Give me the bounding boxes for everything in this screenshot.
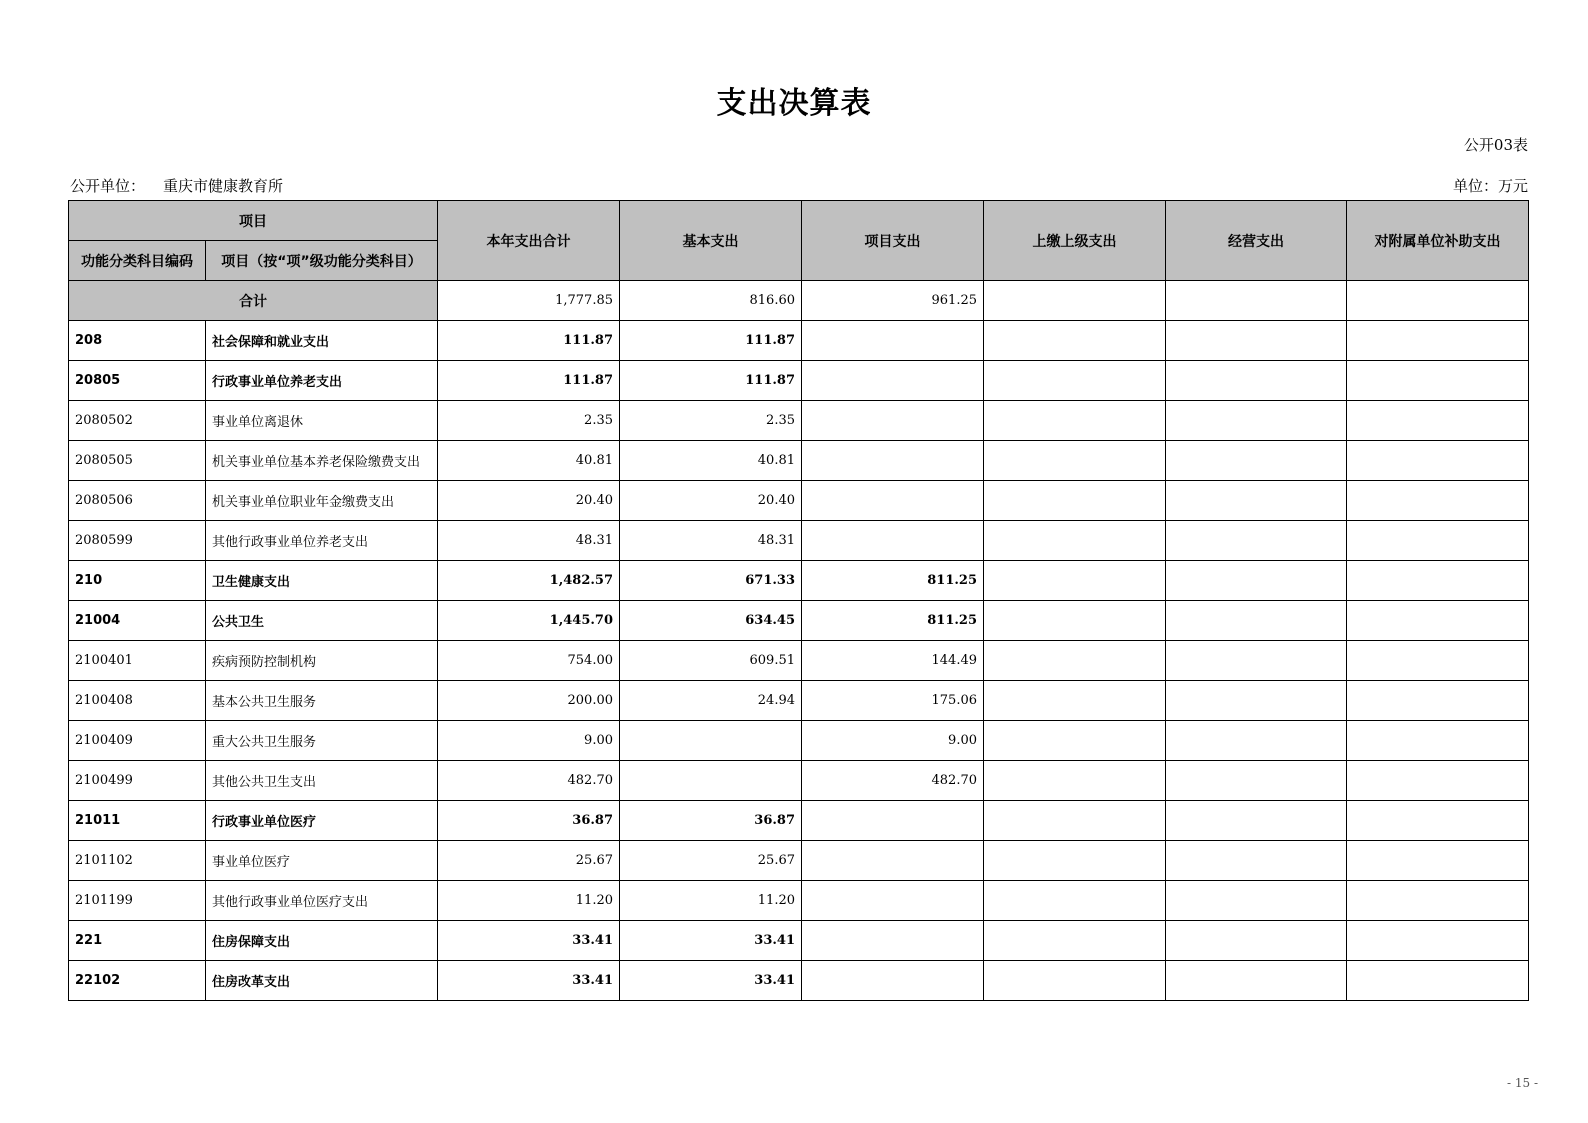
- row-upper: [984, 401, 1166, 441]
- row-code: 2100499: [69, 761, 206, 801]
- row-project: 482.70: [802, 761, 984, 801]
- row-project: 144.49: [802, 641, 984, 681]
- row-business: [1166, 361, 1347, 401]
- row-basic: [620, 721, 802, 761]
- row-total: 11.20: [438, 881, 620, 921]
- row-upper: [984, 561, 1166, 601]
- row-upper: [984, 761, 1166, 801]
- row-subsidiary: [1347, 361, 1529, 401]
- row-business: [1166, 521, 1347, 561]
- row-name: 机关事业单位基本养老保险缴费支出: [206, 441, 438, 481]
- reporting-unit-name: 重庆市健康教育所: [163, 177, 284, 195]
- row-total: 40.81: [438, 441, 620, 481]
- row-upper: [984, 921, 1166, 961]
- row-name: 其他行政事业单位养老支出: [206, 521, 438, 561]
- row-total: 111.87: [438, 321, 620, 361]
- row-project: [802, 321, 984, 361]
- row-project: [802, 401, 984, 441]
- row-subsidiary: [1347, 321, 1529, 361]
- row-upper: [984, 841, 1166, 881]
- row-upper: [984, 721, 1166, 761]
- total-cell-business: [1166, 281, 1347, 321]
- row-code: 20805: [69, 361, 206, 401]
- table-row: [69, 921, 1529, 961]
- row-business: [1166, 441, 1347, 481]
- row-total: 33.41: [438, 961, 620, 1001]
- row-business: [1166, 801, 1347, 841]
- row-name: 行政事业单位医疗: [206, 801, 438, 841]
- reporting-unit-label: 公开单位：: [70, 177, 146, 195]
- row-total: 1,482.57: [438, 561, 620, 601]
- row-upper: [984, 641, 1166, 681]
- row-code: 21011: [69, 801, 206, 841]
- row-code: 2100409: [69, 721, 206, 761]
- row-project: [802, 521, 984, 561]
- total-cell-upper: [984, 281, 1166, 321]
- header-project-expenditure: 项目支出: [802, 201, 984, 281]
- row-business: [1166, 921, 1347, 961]
- row-total: 9.00: [438, 721, 620, 761]
- row-code: 210: [69, 561, 206, 601]
- total-cell-subsidiary: [1347, 281, 1529, 321]
- row-business: [1166, 321, 1347, 361]
- page-number: - 15 -: [1506, 1076, 1538, 1090]
- row-subsidiary: [1347, 961, 1529, 1001]
- row-name: 其他行政事业单位医疗支出: [206, 881, 438, 921]
- row-name: 机关事业单位职业年金缴费支出: [206, 481, 438, 521]
- table-row: [69, 721, 1529, 761]
- page-title: 支出决算表: [716, 86, 872, 121]
- row-project: 175.06: [802, 681, 984, 721]
- row-name: 重大公共卫生服务: [206, 721, 438, 761]
- row-basic: 20.40: [620, 481, 802, 521]
- row-name: 住房保障支出: [206, 921, 438, 961]
- table-row: [69, 521, 1529, 561]
- row-upper: [984, 521, 1166, 561]
- form-number: 公开03表: [1463, 136, 1528, 154]
- total-cell-basic: 816.60: [620, 281, 802, 321]
- row-basic: 25.67: [620, 841, 802, 881]
- row-code: 221: [69, 921, 206, 961]
- row-business: [1166, 961, 1347, 1001]
- row-basic: 40.81: [620, 441, 802, 481]
- table-row: [69, 401, 1529, 441]
- row-project: 811.25: [802, 561, 984, 601]
- row-code: 2100401: [69, 641, 206, 681]
- row-business: [1166, 561, 1347, 601]
- row-subsidiary: [1347, 441, 1529, 481]
- row-basic: 24.94: [620, 681, 802, 721]
- row-basic: 634.45: [620, 601, 802, 641]
- table-row: [69, 761, 1529, 801]
- table-row: [69, 361, 1529, 401]
- row-name: 疾病预防控制机构: [206, 641, 438, 681]
- row-upper: [984, 961, 1166, 1001]
- row-project: [802, 881, 984, 921]
- table-row: [69, 961, 1529, 1001]
- row-subsidiary: [1347, 521, 1529, 561]
- row-basic: 33.41: [620, 921, 802, 961]
- row-code: 2080506: [69, 481, 206, 521]
- row-business: [1166, 601, 1347, 641]
- table-row: [69, 841, 1529, 881]
- total-row: [69, 281, 1529, 321]
- row-code: 2080599: [69, 521, 206, 561]
- row-total: 36.87: [438, 801, 620, 841]
- header-subsidiary: 对附属单位补助支出: [1347, 201, 1529, 281]
- row-project: [802, 801, 984, 841]
- header-basic: 基本支出: [620, 201, 802, 281]
- row-subsidiary: [1347, 881, 1529, 921]
- row-name: 行政事业单位养老支出: [206, 361, 438, 401]
- table-row: [69, 321, 1529, 361]
- row-code: 208: [69, 321, 206, 361]
- row-project: 9.00: [802, 721, 984, 761]
- header-name: 项目（按“项”级功能分类科目）: [206, 241, 438, 281]
- row-code: 2080502: [69, 401, 206, 441]
- row-name: 基本公共卫生服务: [206, 681, 438, 721]
- row-name: 其他公共卫生支出: [206, 761, 438, 801]
- expenditure-table: [68, 200, 1529, 1001]
- row-subsidiary: [1347, 801, 1529, 841]
- row-upper: [984, 441, 1166, 481]
- row-total: 1,445.70: [438, 601, 620, 641]
- row-name: 社会保障和就业支出: [206, 321, 438, 361]
- row-upper: [984, 321, 1166, 361]
- row-name: 事业单位医疗: [206, 841, 438, 881]
- row-basic: 2.35: [620, 401, 802, 441]
- row-subsidiary: [1347, 921, 1529, 961]
- row-total: 48.31: [438, 521, 620, 561]
- row-project: [802, 361, 984, 401]
- row-subsidiary: [1347, 761, 1529, 801]
- row-total: 2.35: [438, 401, 620, 441]
- row-total: 200.00: [438, 681, 620, 721]
- row-upper: [984, 681, 1166, 721]
- row-code: 22102: [69, 961, 206, 1001]
- table-row: [69, 561, 1529, 601]
- table-row: [69, 441, 1529, 481]
- row-upper: [984, 601, 1166, 641]
- row-basic: 36.87: [620, 801, 802, 841]
- total-cell-total: 1,777.85: [438, 281, 620, 321]
- header-project: 项目: [69, 201, 438, 241]
- row-subsidiary: [1347, 841, 1529, 881]
- row-basic: 33.41: [620, 961, 802, 1001]
- row-total: 754.00: [438, 641, 620, 681]
- header-code: 功能分类科目编码: [69, 241, 206, 281]
- row-subsidiary: [1347, 561, 1529, 601]
- row-project: [802, 481, 984, 521]
- row-project: [802, 841, 984, 881]
- row-name: 事业单位离退休: [206, 401, 438, 441]
- row-business: [1166, 481, 1347, 521]
- row-project: 811.25: [802, 601, 984, 641]
- row-business: [1166, 681, 1347, 721]
- row-subsidiary: [1347, 641, 1529, 681]
- row-business: [1166, 761, 1347, 801]
- row-basic: 48.31: [620, 521, 802, 561]
- row-business: [1166, 841, 1347, 881]
- header-total: 本年支出合计: [438, 201, 620, 281]
- row-project: [802, 441, 984, 481]
- header-upper-remittance: 上缴上级支出: [984, 201, 1166, 281]
- row-basic: 111.87: [620, 321, 802, 361]
- row-subsidiary: [1347, 601, 1529, 641]
- row-basic: [620, 761, 802, 801]
- row-basic: 11.20: [620, 881, 802, 921]
- row-code: 21004: [69, 601, 206, 641]
- total-label: 合计: [69, 281, 438, 321]
- row-business: [1166, 881, 1347, 921]
- row-total: 20.40: [438, 481, 620, 521]
- row-project: [802, 921, 984, 961]
- row-total: 25.67: [438, 841, 620, 881]
- table-row: [69, 481, 1529, 521]
- row-business: [1166, 641, 1347, 681]
- row-subsidiary: [1347, 481, 1529, 521]
- row-code: 2100408: [69, 681, 206, 721]
- table-row: [69, 881, 1529, 921]
- table-row: [69, 801, 1529, 841]
- row-subsidiary: [1347, 681, 1529, 721]
- row-upper: [984, 801, 1166, 841]
- row-basic: 609.51: [620, 641, 802, 681]
- total-cell-project: 961.25: [802, 281, 984, 321]
- table-row: [69, 601, 1529, 641]
- row-total: 482.70: [438, 761, 620, 801]
- row-upper: [984, 361, 1166, 401]
- row-total: 111.87: [438, 361, 620, 401]
- row-upper: [984, 481, 1166, 521]
- row-name: 卫生健康支出: [206, 561, 438, 601]
- row-total: 33.41: [438, 921, 620, 961]
- row-code: 2101102: [69, 841, 206, 881]
- row-code: 2080505: [69, 441, 206, 481]
- currency-unit: 单位：万元: [1452, 177, 1528, 195]
- row-business: [1166, 401, 1347, 441]
- row-business: [1166, 721, 1347, 761]
- reporting-unit: [70, 175, 283, 196]
- row-subsidiary: [1347, 721, 1529, 761]
- table-row: [69, 681, 1529, 721]
- header-business: 经营支出: [1166, 201, 1347, 281]
- row-code: 2101199: [69, 881, 206, 921]
- row-name: 公共卫生: [206, 601, 438, 641]
- row-upper: [984, 881, 1166, 921]
- row-project: [802, 961, 984, 1001]
- row-name: 住房改革支出: [206, 961, 438, 1001]
- row-subsidiary: [1347, 401, 1529, 441]
- row-basic: 671.33: [620, 561, 802, 601]
- row-basic: 111.87: [620, 361, 802, 401]
- table-row: [69, 641, 1529, 681]
